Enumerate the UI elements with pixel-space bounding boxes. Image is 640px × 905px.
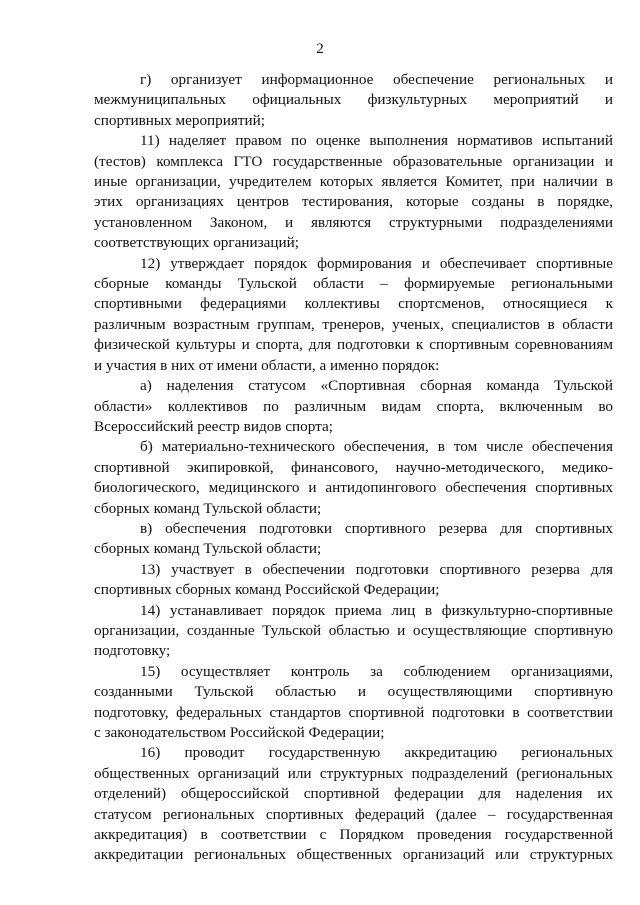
text-line: в) обеспечения подготовки спортивного резерва для спортивных xyxy=(140,519,613,537)
text-line: спортивных мероприятий; xyxy=(94,111,266,129)
text-line: установленном Законом, и являются структурными подразделениями xyxy=(94,213,613,231)
text-line: различным возрастным группам, тренеров, ученых, специалистов в области xyxy=(94,315,613,333)
text-line: с законодательством Российской Федерации; xyxy=(94,724,385,741)
text-line: соответствующих организаций; xyxy=(94,234,299,252)
paragraph xyxy=(94,70,613,131)
paragraph xyxy=(94,376,613,437)
text-line: аккредитации региональных общественных организаций или структурных xyxy=(94,846,613,864)
text-line: организации, созданные Тульской областью и осуществляющие спортивную xyxy=(94,621,613,639)
text-line: отделений) общероссийской спортивной федерации для наделения их xyxy=(94,785,613,803)
text-line: Всероссийский реестр видов спорта; xyxy=(94,417,333,435)
text-line: созданными Тульской областью и осуществляющими спортивную xyxy=(94,683,613,701)
paragraph xyxy=(94,437,613,519)
text-line: сборные команды Тульской области – формируемые региональными xyxy=(94,275,613,293)
text-line: этих организациях центров тестирования, которые созданы в порядке, xyxy=(94,193,613,211)
text-line: и участия в них от имени области, а именно порядок: xyxy=(94,356,440,374)
text-line: иные организации, учредителем которых является Комитет, при наличии в xyxy=(94,173,613,191)
text-line: а) наделения статусом «Спортивная сборная команда Тульской xyxy=(140,377,613,395)
text-line: межмуниципальных официальных физкультурных мероприятий и xyxy=(94,91,613,109)
text-line: (тестов) комплекса ГТО государственные образовательные организации и xyxy=(94,152,613,170)
text-line: 13) участвует в обеспечении подготовки спортивного резерва для xyxy=(140,560,613,578)
text-line: физической культуры и спорта, для подготовки к спортивным соревнованиям xyxy=(94,336,613,354)
text-line: спортивной экипировкой, финансового, научно-методического, медико- xyxy=(94,458,613,476)
text-line: биологического, медицинского и антидопингового обеспечения спортивных xyxy=(94,479,613,497)
text-line: сборных команд Тульской области; xyxy=(94,499,322,517)
paragraph xyxy=(94,601,613,662)
document-body xyxy=(94,70,613,866)
text-line: аккредитация) в соответствии с Порядком проведения государственной xyxy=(94,826,613,844)
text-line: спортивных сборных команд Российской Федерации; xyxy=(94,581,440,599)
page-number: 2 xyxy=(316,41,324,57)
text-line: 12) утверждает порядок формирования и обеспечивает спортивные xyxy=(140,254,613,272)
text-line: г) организует информационное обеспечение региональных и xyxy=(140,71,613,88)
text-line: спортивными федерациями коллективы спортсменов, относящиеся к xyxy=(94,295,613,313)
paragraph xyxy=(94,254,613,376)
text-line: области» коллективов по различным видам спорта, включенным во xyxy=(94,397,613,415)
text-line: 14) устанавливает порядок приема лиц в физкультурно-спортивные xyxy=(140,601,613,619)
text-line: статусом региональных спортивных федераций (далее – государственная xyxy=(94,805,613,823)
text-line: 11) наделяет правом по оценке выполнения нормативов испытаний xyxy=(140,132,613,150)
text-line: 15) осуществляет контроль за соблюдением организациями, xyxy=(140,662,613,680)
text-line: 16) проводит государственную аккредитацию региональных xyxy=(140,744,613,762)
paragraph xyxy=(94,560,613,601)
text-line: б) материально-технического обеспечения, в том числе обеспечения xyxy=(140,438,613,456)
text-line: сборных команд Тульской области; xyxy=(94,540,322,558)
paragraph xyxy=(94,131,613,253)
paragraph xyxy=(94,662,613,744)
text-line: общественных организаций или структурных подразделений (региональных xyxy=(94,764,613,782)
paragraph xyxy=(94,743,613,865)
text-line: подготовку; xyxy=(94,642,171,660)
text-line: подготовку, федеральных стандартов спортивной подготовки в соответствии xyxy=(94,703,613,721)
paragraph xyxy=(94,519,613,560)
